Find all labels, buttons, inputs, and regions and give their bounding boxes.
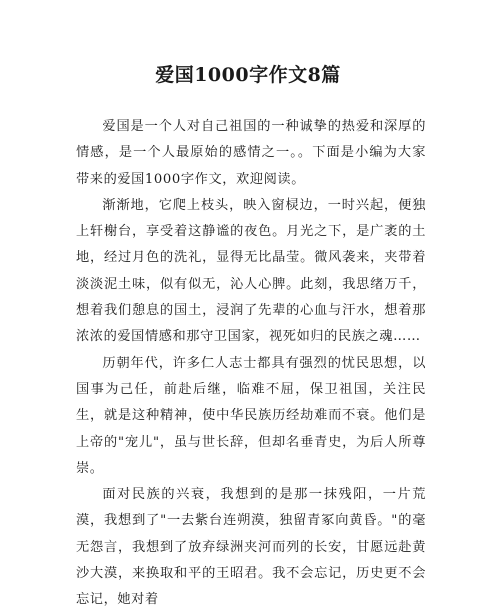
article-title: 爱国1000字作文8篇: [155, 64, 341, 86]
paragraph-wang-zhaojun: 面对民族的兴衰，我想到的是那一抹残阳，一片荒漠，我想到了"一去紫台连朔漠，独留青冢向黄昏。"的毫无怨言，我想到了放弃绿洲夹河而列的长安，甘愿远赴黄沙大漠，来换取和平的王昭君。我不会忘记，历史更不会忘记，她对着: [76, 487, 426, 608]
paragraph-moonlight: 渐渐地，它爬上枝头，映入窗棂边，一时兴起，便独上轩榭台，享受着这静谧的夜色。月光之下，是广袤的土地，经过月色的洗礼，显得无比晶莹。微风袭来，夹带着淡淡泥土味，似有似无，沁人心脾。此刻，我思绪万千，想着我们憩息的国土，浸润了先辈的心血与汗水，想着那浓浓的爱国情感和那守卫国家，视死如归的民族之魂……: [76, 197, 426, 345]
article-body: [76, 114, 426, 614]
paragraph-history: 历朝年代，许多仁人志士都具有强烈的忧民思想，以国事为己任，前赴后继，临难不屈，保卫祖国，关注民生，就是这种精神，使中华民族历经劫难而不衰。他们是上帝的"宠儿"，虽与世长辞，但却名垂青史，为后人所尊崇。: [76, 355, 426, 476]
paragraph-intro: 爱国是一个人对自己祖国的一种诚挚的热爱和深厚的情感，是一个人最原始的感情之一。。下面是小编为大家带来的爱国1000字作文，欢迎阅读。: [76, 119, 426, 187]
